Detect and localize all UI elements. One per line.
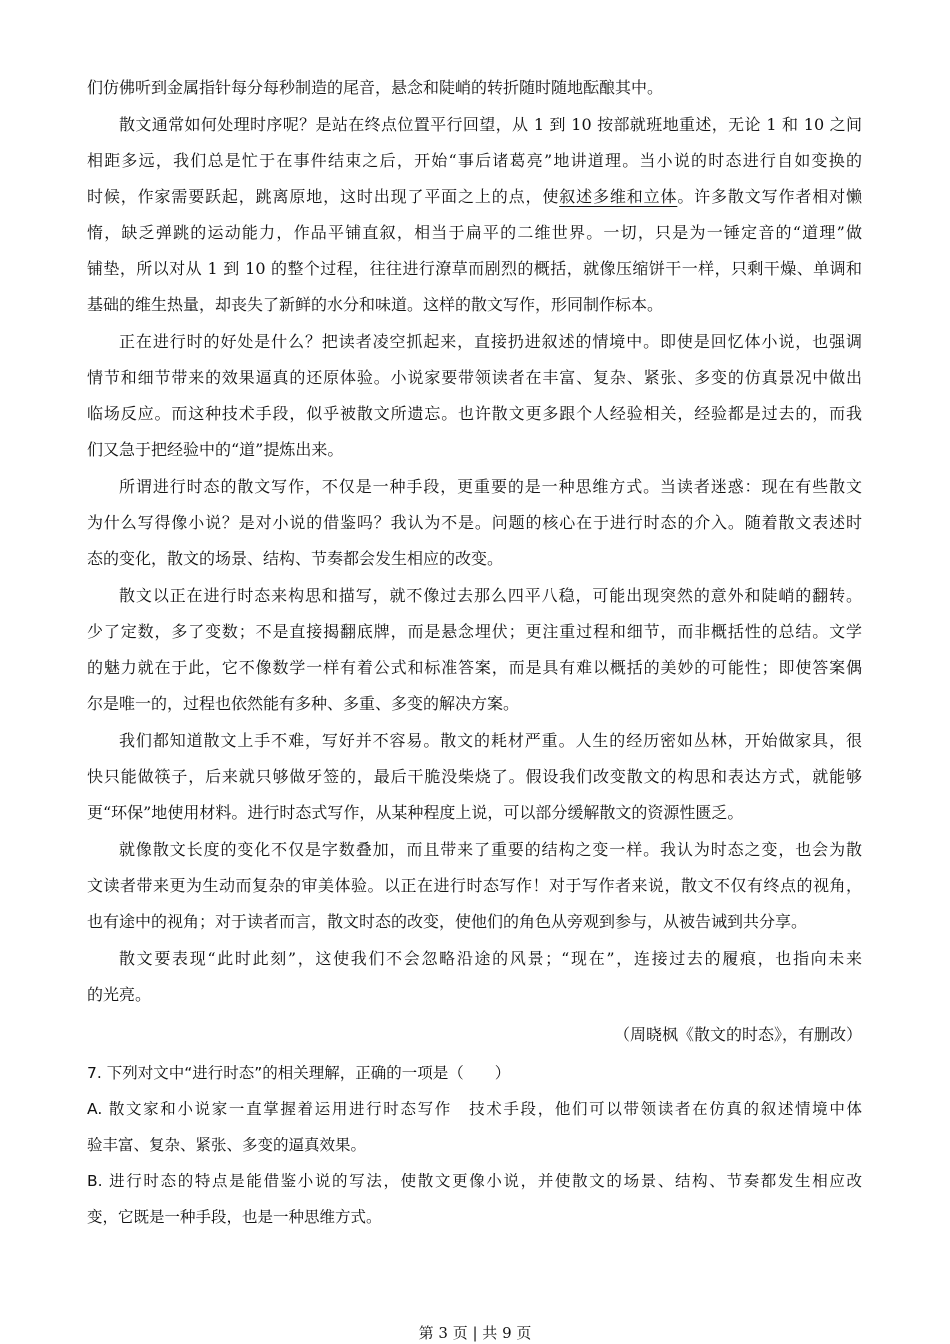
question-stem: 7. 下列对文中“进行时态”的相关理解，正确的一项是（ ） xyxy=(87,1064,511,1082)
underlined-phrase: 叙述多维和立体 xyxy=(559,187,678,206)
text-line: 也有途中的视角；对于读者而言，散文时态的改变，使他们的角色从旁观到参与，从被告诫到共分享。 xyxy=(87,912,808,931)
option-a xyxy=(87,1091,862,1163)
text-line: 临场反应。而这种技术手段，似乎被散文所遗忘。也许散文更多跟个人经验相关，经验都是过去的，而我 xyxy=(87,404,862,423)
text-line: 所谓进行时态的散文写作，不仅是一种手段，更重要的是一种思维方式。当读者迷惑：现在有些散文 xyxy=(119,477,862,496)
text-line: 散文要表现“此时此刻”，这使我们不会忽略沿途的风景；“现在”，连接过去的履痕，也指向未来 xyxy=(119,949,862,968)
paragraph xyxy=(87,107,862,323)
text-line: 态的变化，散文的场景、结构、节奏都会发生相应的改变。 xyxy=(87,549,504,568)
paragraph xyxy=(87,469,862,577)
text-segment: 。许多散文写作者相对懒 xyxy=(677,187,862,206)
text-line: 的魅力就在于此，它不像数学一样有着公式和标准答案，而是具有难以概括的美妙的可能性；即使答案偶 xyxy=(87,658,862,677)
option-line: 验丰富、复杂、紧张、多变的逼真效果。 xyxy=(87,1136,367,1154)
option-line: 变，它既是一种手段，也是一种思维方式。 xyxy=(87,1208,382,1226)
paragraph xyxy=(87,941,862,1013)
text-line: 尔是唯一的，过程也依然能有多种、多重、多变的解决方案。 xyxy=(87,694,520,713)
text-line: 快只能做筷子，后来就只够做牙签的，最后干脆没柴烧了。假设我们改变散文的构思和表达方式，就能够 xyxy=(87,767,862,786)
text-line xyxy=(87,179,862,215)
question-options xyxy=(87,1091,862,1235)
text-line: 惰，缺乏弹跳的运动能力，作品平铺直叙，相当于扁平的二维世界。一切，只是为一锤定音的“道理”做 xyxy=(87,223,862,242)
option-line: A. 散文家和小说家一直掌握着运用进行时态写作 技术手段，他们可以带领读者在仿真的叙述情境中体 xyxy=(87,1100,862,1118)
paragraph xyxy=(87,832,862,940)
text-line: 散文通常如何处理时序呢？是站在终点位置平行回望，从 1 到 10 按部就班地重述，无论 1 和 10 之间 xyxy=(119,115,862,134)
text-line: 们仿佛听到金属指针每分每秒制造的尾音，悬念和陡峭的转折随时随地酝酿其中。 xyxy=(87,78,664,97)
text-line: 少了定数，多了变数；不是直接揭翻底牌，而是悬念埋伏；更注重过程和细节，而非概括性的总结。文学 xyxy=(87,622,862,641)
text-line: 铺垫，所以对从 1 到 10 的整个过程，往往进行潦草而剧烈的概括，就像压缩饼干一样，只剩干燥、单调和 xyxy=(87,259,862,278)
essay-text xyxy=(87,70,862,1013)
text-line: 相距多远，我们总是忙于在事件结束之后，开始“事后诸葛亮”地讲道理。当小说的时态进行自如变换的 xyxy=(87,151,862,170)
text-line: 更“环保”地使用材料。进行时态式写作，从某种程度上说，可以部分缓解散文的资源性匮乏。 xyxy=(87,803,744,822)
text-line: 为什么写得像小说？是对小说的借鉴吗？我认为不是。问题的核心在于进行时态的介入。随着散文表述时 xyxy=(87,513,862,532)
text-line: 们又急于把经验中的“道”提炼出来。 xyxy=(87,440,344,459)
text-line: 正在进行时的好处是什么？把读者凌空抓起来，直接扔进叙述的情境中。即使是回忆体小说，也强调 xyxy=(119,332,862,351)
paragraph xyxy=(87,578,862,722)
text-line: 散文以正在进行时态来构思和描写，就不像过去那么四平八稳，可能出现突然的意外和陡峭的翻转。 xyxy=(119,586,862,605)
option-b xyxy=(87,1163,862,1235)
citation: （周晓枫《散文的时态》，有删改） xyxy=(613,1025,862,1044)
paragraph xyxy=(87,723,862,831)
question-7 xyxy=(87,1055,862,1235)
text-line: 就像散文长度的变化不仅是字数叠加，而且带来了重要的结构之变一样。我认为时态之变，也会为散 xyxy=(119,840,862,859)
option-line: B. 进行时态的特点是能借鉴小说的写法，使散文更像小说，并使散文的场景、结构、节奏都发生相应改 xyxy=(87,1172,862,1190)
text-line: 情节和细节带来的效果逼真的还原体验。小说家要带领读者在丰富、复杂、紧张、多变的仿真景况中做出 xyxy=(87,368,862,387)
paragraph xyxy=(87,324,862,468)
text-line: 的光亮。 xyxy=(87,985,152,1004)
text-line: 文读者带来更为生动而复杂的审美体验。以正在进行时态写作！对于写作者来说，散文不仅有终点的视角， xyxy=(87,876,862,895)
text-line: 我们都知道散文上手不难，写好并不容易。散文的耗材严重。人生的经历密如丛林，开始做家具，很 xyxy=(119,731,862,750)
paragraph xyxy=(87,70,862,106)
page-footer: 第 3 页 | 共 9 页 xyxy=(418,1324,532,1342)
document-body xyxy=(87,70,862,1235)
text-line: 基础的维生热量，却丧失了新鲜的水分和味道。这样的散文写作，形同制作标本。 xyxy=(87,295,664,314)
text-segment: 时候，作家需要跃起，跳离原地，这时出现了平面之上的点，使 xyxy=(87,187,560,206)
